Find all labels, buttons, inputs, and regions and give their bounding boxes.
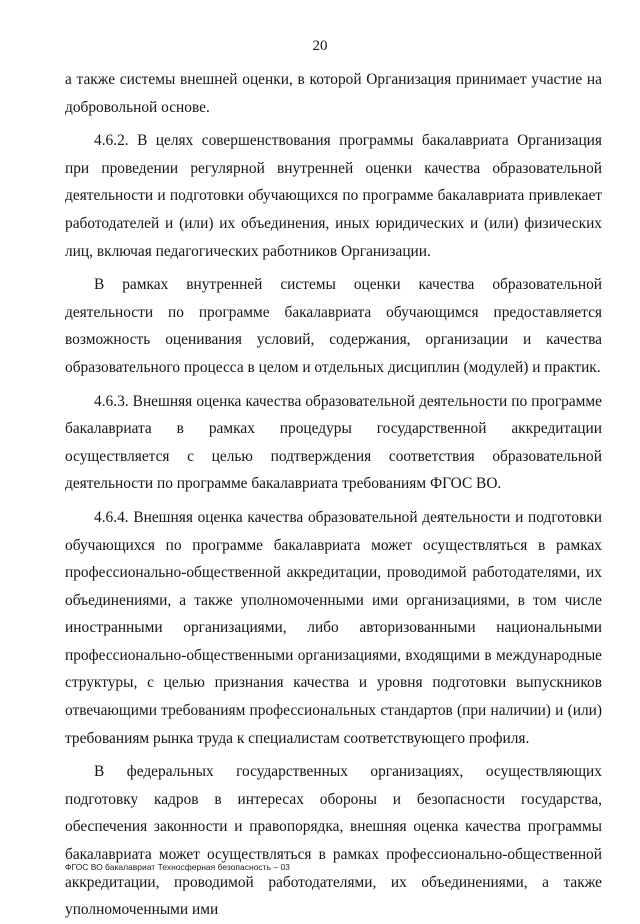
document-body [65, 66, 602, 924]
document-footer: ФГОС ВО бакалавриат Техносферная безопасность – 03 [65, 862, 290, 872]
paragraph-federal-organizations: В федеральных государственных организациях, осуществляющих подготовку кадров в интересах обороны и безопасности государства, обеспечения законности и правопорядка, внешняя оценка качества программы бакалавриата может осуществляться в рамках профессионально-общественной аккредитации, проводимой работодателями, их объединениями, а также уполномоченными ими [65, 763, 602, 919]
page-number: 20 [312, 38, 328, 54]
paragraph-continuation: а также системы внешней оценки, в которой Организация принимает участие на добровольной основе. [65, 71, 602, 116]
paragraph-4-6-2: 4.6.2. В целях совершенствования программы бакалавриата Организация при проведении регулярной внутренней оценки качества образовательной деятельности и подготовки обучающихся по программе бакалавриата привлекает работодателей и (или) их объединения, иных юридических и (или) физических лиц, включая педагогических работников Организации. [65, 132, 602, 260]
paragraph-4-6-3: 4.6.3. Внешняя оценка качества образовательной деятельности по программе бакалавриата в рамках процедуры государственной аккредитации осуществляется с целью подтверждения соответствия образовательной деятельности по программе бакалавриата требованиям ФГОС ВО. [65, 392, 602, 493]
paragraph-4-6-4: 4.6.4. Внешняя оценка качества образовательной деятельности и подготовки обучающихся по программе бакалавриата может осуществляться в рамках профессионально-общественной аккредитации, проводимой работодателями, их объединениями, а также уполномоченными ими организациями, в том числе иностранными организациями, либо авторизованными национальными профессионально-общественными организациями, входящими в международные структуры, с целью признания качества и уровня подготовки выпускников отвечающими требованиям профессиональных стандартов (при наличии) и (или) требованиям рынка труда к специалистам соответствующего профиля. [65, 508, 602, 747]
paragraph-internal-system: В рамках внутренней системы оценки качества образовательной деятельности по программе бакалавриата обучающимся предоставляется возможность оценивания условий, содержания, организации и качества образовательного процесса в целом и отдельных дисциплин (модулей) и практик. [65, 276, 602, 376]
